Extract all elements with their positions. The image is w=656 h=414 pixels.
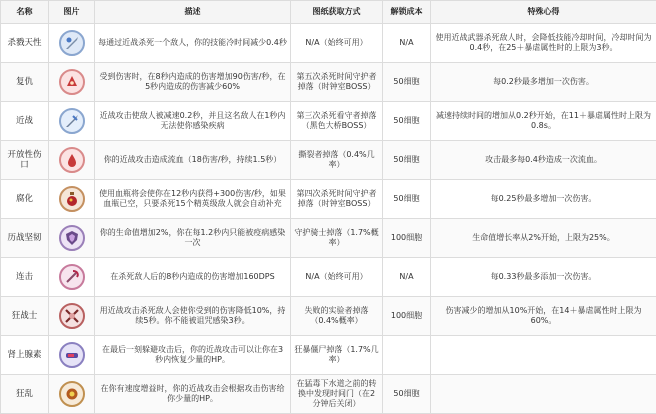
frenzy-icon xyxy=(59,381,85,407)
mutation-tips: 每0.2秒最多增加一次伤害。 xyxy=(431,63,656,102)
mutation-cost: N/A xyxy=(383,24,431,63)
table-row xyxy=(1,375,656,414)
open-wounds-icon xyxy=(59,147,85,173)
mutation-tips: 伤害减少的增加从10%开始，在14＋暴虐属性时上限为60%。 xyxy=(431,297,656,336)
kill-instinct-icon xyxy=(59,30,85,56)
mutation-name: 连击 xyxy=(1,258,49,297)
table-row xyxy=(1,336,656,375)
mutation-icon-cell xyxy=(49,258,95,297)
melee-icon xyxy=(59,108,85,134)
mutation-source: 守护骑士掉落（1.7%概率） xyxy=(291,219,383,258)
col-header-cost: 解锁成本 xyxy=(383,1,431,24)
mutation-cost: 50细胞 xyxy=(383,102,431,141)
col-header-tips: 特殊心得 xyxy=(431,1,656,24)
mutation-desc: 你的生命值增加2%，你在每1.2秒内只能被疫病感染一次 xyxy=(95,219,291,258)
mutation-desc: 在你有速度增益时，你的近战攻击会根据攻击伤害给你少量的HP。 xyxy=(95,375,291,414)
mutation-tips: 使用近战武器杀死敌人时，会降低技能冷却时间，冷却时间为0.4秒，在25＋暴虐属性时的上限为3秒。 xyxy=(431,24,656,63)
mutation-icon-cell xyxy=(49,297,95,336)
mutation-source: N/A（始终可用） xyxy=(291,24,383,63)
vengeance-icon xyxy=(59,69,85,95)
mutation-tips xyxy=(431,375,656,414)
mutation-tips: 每0.33秒最多添加一次伤害。 xyxy=(431,258,656,297)
adrenaline-icon xyxy=(59,342,85,368)
header-row xyxy=(1,1,656,24)
mutation-name: 狂战士 xyxy=(1,297,49,336)
table-row xyxy=(1,141,656,180)
mutation-desc: 你的近战攻击造成流血（18伤害/秒，持续1.5秒） xyxy=(95,141,291,180)
combo-icon xyxy=(59,264,85,290)
mutation-source: 在猛毒下水道之前的转换中发现时间门（在2分钟后关闭） xyxy=(291,375,383,414)
table-row xyxy=(1,219,656,258)
table-row xyxy=(1,24,656,63)
mutation-tips xyxy=(431,336,656,375)
mutation-desc: 受到伤害时，在8秒内造成的伤害增加90伤害/秒，在5秒内造成的伤害减少60% xyxy=(95,63,291,102)
mutation-source: N/A（始终可用） xyxy=(291,258,383,297)
battle-toughness-icon xyxy=(59,225,85,251)
mutation-tips: 攻击最多每0.4秒造成一次流血。 xyxy=(431,141,656,180)
mutation-tips: 每0.25秒最多增加一次伤害。 xyxy=(431,180,656,219)
mutation-cost: 50细胞 xyxy=(383,180,431,219)
mutation-icon-cell xyxy=(49,336,95,375)
mutation-source: 失败的实验者掉落（0.4%概率） xyxy=(291,297,383,336)
mutation-tips: 减速持续时间的增加从0.2秒开始，在11＋暴虐属性时上限为0.8s。 xyxy=(431,102,656,141)
col-header-icon: 图片 xyxy=(49,1,95,24)
mutation-cost: 100细胞 xyxy=(383,297,431,336)
mutation-icon-cell xyxy=(49,141,95,180)
mutation-desc: 使用血瓶将会使你在12秒内获得+300伤害/秒，如果血瓶已空，只要杀死15个精英级敌人就会自动补充 xyxy=(95,180,291,219)
table-row xyxy=(1,258,656,297)
mutation-source: 第五次杀死时间守护者掉落（时钟室BOSS） xyxy=(291,63,383,102)
mutation-tips: 生命值增长率从2%开始，上限为25%。 xyxy=(431,219,656,258)
col-header-name: 名称 xyxy=(1,1,49,24)
mutation-desc: 在杀死敌人后的8秒内造成的伤害增加160DPS xyxy=(95,258,291,297)
mutation-name: 杀戮天性 xyxy=(1,24,49,63)
mutation-name: 肾上腺素 xyxy=(1,336,49,375)
mutation-icon-cell xyxy=(49,63,95,102)
mutation-name: 复仇 xyxy=(1,63,49,102)
mutation-icon-cell xyxy=(49,102,95,141)
mutation-cost: N/A xyxy=(383,258,431,297)
col-header-source: 图纸获取方式 xyxy=(291,1,383,24)
mutation-name: 狂乱 xyxy=(1,375,49,414)
mutation-icon-cell xyxy=(49,375,95,414)
mutation-desc: 用近战攻击杀死敌人会使你受到的伤害降低10%，持续5秒。你不能被诅咒感染3秒。 xyxy=(95,297,291,336)
mutation-source: 第四次杀死时间守护者掉落（时钟室BOSS） xyxy=(291,180,383,219)
putrefaction-icon xyxy=(59,186,85,212)
mutation-name: 开放性伤口 xyxy=(1,141,49,180)
mutation-name: 腐化 xyxy=(1,180,49,219)
table-row xyxy=(1,63,656,102)
mutation-cost: 50细胞 xyxy=(383,375,431,414)
mutation-cost: 100细胞 xyxy=(383,219,431,258)
mutation-source: 狂暴僵尸掉落（1.7%几率） xyxy=(291,336,383,375)
mutation-cost xyxy=(383,336,431,375)
mutation-cost: 50细胞 xyxy=(383,141,431,180)
mutation-icon-cell xyxy=(49,219,95,258)
table-row xyxy=(1,180,656,219)
mutation-cost: 50细胞 xyxy=(383,63,431,102)
mutation-name: 近战 xyxy=(1,102,49,141)
mutation-desc: 近战攻击使敌人被减速0.2秒，并且这名敌人在1秒内无法使你感染疾病 xyxy=(95,102,291,141)
table-row xyxy=(1,102,656,141)
mutation-icon-cell xyxy=(49,180,95,219)
col-header-desc: 描述 xyxy=(95,1,291,24)
mutation-desc: 在最后一刻躲避攻击后，你的近战攻击可以让你在3秒内恢复少量的HP。 xyxy=(95,336,291,375)
mutation-desc: 每通过近战杀死一个敌人，你的技能冷时间减少0.4秒 xyxy=(95,24,291,63)
mutation-name: 历战坚韧 xyxy=(1,219,49,258)
mutation-source: 第三次杀死看守者掉落（黑色大桥BOSS） xyxy=(291,102,383,141)
berserker-icon xyxy=(59,303,85,329)
mutation-icon-cell xyxy=(49,24,95,63)
mutation-source: 撕裂者掉落（0.4%几率） xyxy=(291,141,383,180)
table-row xyxy=(1,297,656,336)
